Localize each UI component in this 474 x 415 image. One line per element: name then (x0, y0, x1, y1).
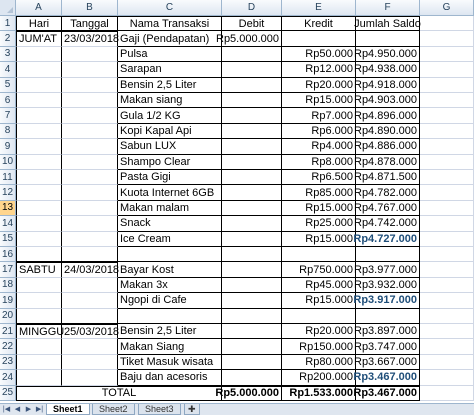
table-cell[interactable] (16, 309, 62, 324)
table-cell[interactable]: Rp6.000 (282, 124, 356, 139)
table-cell[interactable] (118, 309, 222, 324)
row-header[interactable]: 10 (0, 155, 16, 170)
table-cell[interactable]: Rp15.000 (282, 293, 356, 308)
table-cell[interactable]: Rp4.871.500 (356, 170, 420, 185)
table-cell[interactable] (62, 185, 118, 200)
insert-sheet-icon[interactable]: ✚ (184, 404, 200, 415)
table-cell[interactable] (16, 78, 62, 93)
table-cell[interactable] (222, 278, 282, 293)
table-cell[interactable]: Rp3.917.000 (356, 293, 420, 308)
table-cell[interactable]: Makan Siang (118, 339, 222, 354)
table-cell[interactable]: Sabun LUX (118, 139, 222, 154)
table-cell[interactable]: Rp4.886.000 (356, 139, 420, 154)
row-header[interactable]: 16 (0, 247, 16, 262)
row-header[interactable]: 14 (0, 216, 16, 231)
table-cell[interactable] (62, 62, 118, 77)
row-header[interactable]: 21 (0, 324, 16, 339)
table-cell[interactable] (420, 31, 474, 46)
row-header[interactable]: 3 (0, 47, 16, 62)
table-cell[interactable]: Rp4.742.000 (356, 216, 420, 231)
table-cell[interactable] (420, 247, 474, 262)
table-cell[interactable] (16, 155, 62, 170)
table-cell[interactable] (420, 62, 474, 77)
row-header[interactable]: 4 (0, 62, 16, 77)
table-cell[interactable] (16, 93, 62, 108)
table-cell[interactable] (62, 78, 118, 93)
table-cell[interactable] (420, 386, 474, 401)
table-cell[interactable]: Gaji (Pendapatan) (118, 31, 222, 46)
table-header-cell[interactable]: Nama Transaksi (118, 16, 222, 31)
table-cell[interactable] (222, 355, 282, 370)
table-cell[interactable] (356, 31, 420, 46)
table-cell[interactable]: Shampo Clear (118, 155, 222, 170)
table-cell[interactable] (282, 309, 356, 324)
table-cell[interactable] (420, 16, 474, 31)
table-cell[interactable] (420, 139, 474, 154)
row-header[interactable]: 12 (0, 185, 16, 200)
table-cell[interactable]: Rp200.000 (282, 370, 356, 385)
table-cell[interactable] (420, 370, 474, 385)
table-header-cell[interactable]: Debit (222, 16, 282, 31)
table-cell[interactable] (16, 139, 62, 154)
table-cell[interactable] (222, 155, 282, 170)
table-cell[interactable] (62, 93, 118, 108)
table-cell[interactable] (62, 155, 118, 170)
table-cell[interactable] (420, 324, 474, 339)
select-all-corner[interactable] (0, 0, 16, 16)
table-cell[interactable] (16, 339, 62, 354)
table-cell[interactable]: Bensin 2,5 Liter (118, 324, 222, 339)
table-cell[interactable] (222, 370, 282, 385)
table-cell[interactable]: Rp4.903.000 (356, 93, 420, 108)
row-header[interactable]: 19 (0, 293, 16, 308)
row-header[interactable]: 25 (0, 386, 16, 401)
table-cell[interactable]: Kopi Kapal Api (118, 124, 222, 139)
table-cell[interactable]: Rp4.918.000 (356, 78, 420, 93)
tab-sheet2[interactable]: Sheet2 (92, 404, 135, 415)
table-cell[interactable]: Rp20.000 (282, 78, 356, 93)
row-header[interactable]: 18 (0, 278, 16, 293)
table-cell[interactable] (420, 47, 474, 62)
table-cell[interactable] (222, 78, 282, 93)
table-cell[interactable] (222, 93, 282, 108)
first-sheet-icon[interactable]: |◀ (2, 406, 11, 413)
row-header[interactable]: 22 (0, 339, 16, 354)
tab-sheet1[interactable]: Sheet1 (46, 404, 90, 415)
table-cell[interactable] (420, 124, 474, 139)
table-cell[interactable]: Bayar Kost (118, 262, 222, 277)
table-cell[interactable]: Rp150.000 (282, 339, 356, 354)
table-cell[interactable] (420, 93, 474, 108)
table-cell[interactable]: Makan siang (118, 93, 222, 108)
table-cell[interactable]: Makan 3x (118, 278, 222, 293)
table-cell[interactable] (222, 47, 282, 62)
table-cell[interactable]: MINGGU (16, 324, 62, 339)
row-header[interactable]: 20 (0, 309, 16, 324)
table-cell[interactable]: Rp6.500 (282, 170, 356, 185)
table-cell[interactable]: Rp8.000 (282, 155, 356, 170)
table-cell[interactable] (420, 201, 474, 216)
table-cell[interactable] (62, 47, 118, 62)
table-cell[interactable]: Rp4.950.000 (356, 47, 420, 62)
table-cell[interactable] (16, 216, 62, 231)
table-cell[interactable] (420, 216, 474, 231)
table-cell[interactable] (16, 355, 62, 370)
table-cell[interactable]: Rp20.000 (282, 324, 356, 339)
table-cell[interactable] (16, 170, 62, 185)
table-cell[interactable] (222, 324, 282, 339)
table-cell[interactable] (62, 247, 118, 262)
table-cell[interactable] (222, 293, 282, 308)
table-cell[interactable] (282, 247, 356, 262)
table-cell[interactable]: Snack (118, 216, 222, 231)
table-cell[interactable]: Pulsa (118, 47, 222, 62)
table-cell[interactable]: Rp3.667.000 (356, 355, 420, 370)
table-cell[interactable]: Rp4.890.000 (356, 124, 420, 139)
table-cell[interactable]: Rp3.467.000 (356, 386, 420, 401)
table-cell[interactable]: Pasta Gigi (118, 170, 222, 185)
table-cell[interactable]: Ngopi di Cafe (118, 293, 222, 308)
row-header[interactable]: 7 (0, 108, 16, 123)
table-cell[interactable] (282, 31, 356, 46)
table-cell[interactable] (16, 247, 62, 262)
table-cell[interactable]: Bensin 2,5 Liter (118, 78, 222, 93)
table-cell[interactable]: Rp4.878.000 (356, 155, 420, 170)
table-cell[interactable]: TOTAL (16, 386, 222, 401)
table-cell[interactable]: Rp3.897.000 (356, 324, 420, 339)
table-cell[interactable] (222, 201, 282, 216)
table-cell[interactable] (16, 47, 62, 62)
table-cell[interactable]: Rp3.747.000 (356, 339, 420, 354)
table-cell[interactable] (62, 309, 118, 324)
row-header[interactable]: 11 (0, 170, 16, 185)
table-cell[interactable] (16, 108, 62, 123)
table-cell[interactable]: 24/03/2018 (64, 264, 120, 277)
table-cell[interactable]: SABTU (16, 262, 62, 277)
column-header-e[interactable]: E (282, 0, 356, 16)
table-cell[interactable] (62, 201, 118, 216)
table-cell[interactable] (222, 232, 282, 247)
table-cell[interactable] (222, 309, 282, 324)
table-cell[interactable] (420, 78, 474, 93)
table-cell[interactable] (16, 232, 62, 247)
prev-sheet-icon[interactable]: ◀ (14, 406, 21, 413)
table-cell[interactable]: JUM'AT (16, 31, 62, 46)
table-cell[interactable]: Rp15.000 (282, 201, 356, 216)
table-cell[interactable] (222, 247, 282, 262)
table-cell[interactable]: Rp12.000 (282, 62, 356, 77)
table-cell[interactable]: Rp1.533.000 (282, 386, 356, 401)
column-header-g[interactable]: G (420, 0, 474, 16)
table-cell[interactable] (62, 139, 118, 154)
table-cell[interactable] (62, 355, 118, 370)
row-header[interactable]: 6 (0, 93, 16, 108)
table-header-cell[interactable]: Tanggal (62, 16, 118, 31)
table-cell[interactable] (420, 185, 474, 200)
table-cell[interactable] (62, 108, 118, 123)
table-cell[interactable] (16, 201, 62, 216)
table-cell[interactable] (16, 62, 62, 77)
row-header[interactable]: 23 (0, 355, 16, 370)
table-cell[interactable] (222, 216, 282, 231)
table-cell[interactable] (420, 309, 474, 324)
table-cell[interactable]: Rp4.727.000 (356, 232, 420, 247)
table-cell[interactable] (62, 216, 118, 231)
table-cell[interactable]: Rp5.000.000 (222, 386, 282, 401)
table-cell[interactable] (62, 232, 118, 247)
table-cell[interactable]: Rp3.977.000 (356, 262, 420, 277)
table-cell[interactable]: Baju dan acesoris (118, 370, 222, 385)
table-cell[interactable]: Rp15.000 (282, 232, 356, 247)
table-cell[interactable] (62, 293, 118, 308)
table-cell[interactable] (420, 155, 474, 170)
table-cell[interactable] (16, 293, 62, 308)
table-cell[interactable] (16, 370, 62, 385)
table-header-cell[interactable]: Hari (16, 16, 62, 31)
table-cell[interactable] (16, 278, 62, 293)
table-cell[interactable] (118, 247, 222, 262)
table-cell[interactable] (420, 278, 474, 293)
table-cell[interactable] (420, 262, 474, 277)
table-cell[interactable]: Kuota Internet 6GB (118, 185, 222, 200)
sheet-tabs-bar (0, 403, 474, 415)
table-cell[interactable] (356, 247, 420, 262)
row-header[interactable]: 5 (0, 78, 16, 93)
table-cell[interactable] (222, 170, 282, 185)
table-cell[interactable] (420, 339, 474, 354)
table-cell[interactable]: Tiket Masuk wisata (118, 355, 222, 370)
table-cell[interactable] (356, 309, 420, 324)
row-header[interactable]: 17 (0, 262, 16, 277)
table-header-cell[interactable]: Jumlah Saldo (354, 17, 421, 30)
table-cell[interactable]: Makan malam (118, 201, 222, 216)
table-cell[interactable] (222, 139, 282, 154)
column-header-d[interactable]: D (222, 0, 282, 16)
row-header[interactable]: 8 (0, 124, 16, 139)
table-cell[interactable]: Rp5.000.000 (222, 31, 282, 46)
table-cell[interactable] (420, 293, 474, 308)
table-cell[interactable]: Rp3.932.000 (356, 278, 420, 293)
table-cell[interactable] (222, 262, 282, 277)
table-cell[interactable]: Rp45.000 (282, 278, 356, 293)
table-header-cell[interactable]: Kredit (282, 16, 356, 31)
last-sheet-icon[interactable]: ▶| (35, 406, 44, 413)
table-cell[interactable] (222, 108, 282, 123)
table-cell[interactable] (420, 355, 474, 370)
row-header[interactable]: 13 (0, 201, 16, 216)
table-cell[interactable]: Rp750.000 (282, 262, 356, 277)
table-cell[interactable]: Rp15.000 (282, 93, 356, 108)
table-cell[interactable] (16, 124, 62, 139)
table-cell[interactable] (62, 370, 118, 385)
table-cell[interactable]: Rp50.000 (282, 47, 356, 62)
table-cell[interactable] (62, 339, 118, 354)
tab-sheet3[interactable]: Sheet3 (138, 404, 181, 415)
table-cell[interactable]: Rp7.000 (282, 108, 356, 123)
table-cell[interactable] (420, 108, 474, 123)
column-header-a[interactable]: A (16, 0, 62, 16)
table-cell[interactable]: Rp4.000 (282, 139, 356, 154)
table-cell[interactable] (222, 62, 282, 77)
column-header-b[interactable]: B (62, 0, 118, 16)
table-cell[interactable]: Rp4.782.000 (356, 185, 420, 200)
table-cell[interactable]: Rp80.000 (282, 355, 356, 370)
row-header[interactable]: 24 (0, 370, 16, 385)
table-cell[interactable]: Rp3.467.000 (356, 370, 420, 385)
table-cell[interactable] (420, 232, 474, 247)
row-header[interactable]: 1 (0, 16, 16, 31)
table-cell[interactable]: 23/03/2018 (64, 33, 120, 46)
table-cell[interactable]: Gula 1/2 KG (118, 108, 222, 123)
row-header[interactable]: 2 (0, 31, 16, 46)
table-cell[interactable] (222, 339, 282, 354)
table-cell[interactable] (62, 124, 118, 139)
next-sheet-icon[interactable]: ▶ (25, 406, 32, 413)
table-cell[interactable] (62, 278, 118, 293)
table-cell[interactable]: Rp4.767.000 (356, 201, 420, 216)
table-cell[interactable] (420, 170, 474, 185)
table-cell[interactable]: 25/03/2018 (64, 325, 120, 338)
column-header-f[interactable]: F (356, 0, 420, 16)
table-cell[interactable] (222, 185, 282, 200)
table-cell[interactable]: Rp4.938.000 (356, 62, 420, 77)
table-cell[interactable] (62, 170, 118, 185)
table-cell[interactable]: Rp25.000 (282, 216, 356, 231)
table-cell[interactable]: Sarapan (118, 62, 222, 77)
column-header-c[interactable]: C (118, 0, 222, 16)
table-cell[interactable]: Rp4.896.000 (356, 108, 420, 123)
table-cell[interactable] (16, 185, 62, 200)
table-cell[interactable]: Rp85.000 (282, 185, 356, 200)
row-header[interactable]: 15 (0, 232, 16, 247)
row-header[interactable]: 9 (0, 139, 16, 154)
table-cell[interactable]: Ice Cream (118, 232, 222, 247)
table-cell[interactable] (222, 124, 282, 139)
